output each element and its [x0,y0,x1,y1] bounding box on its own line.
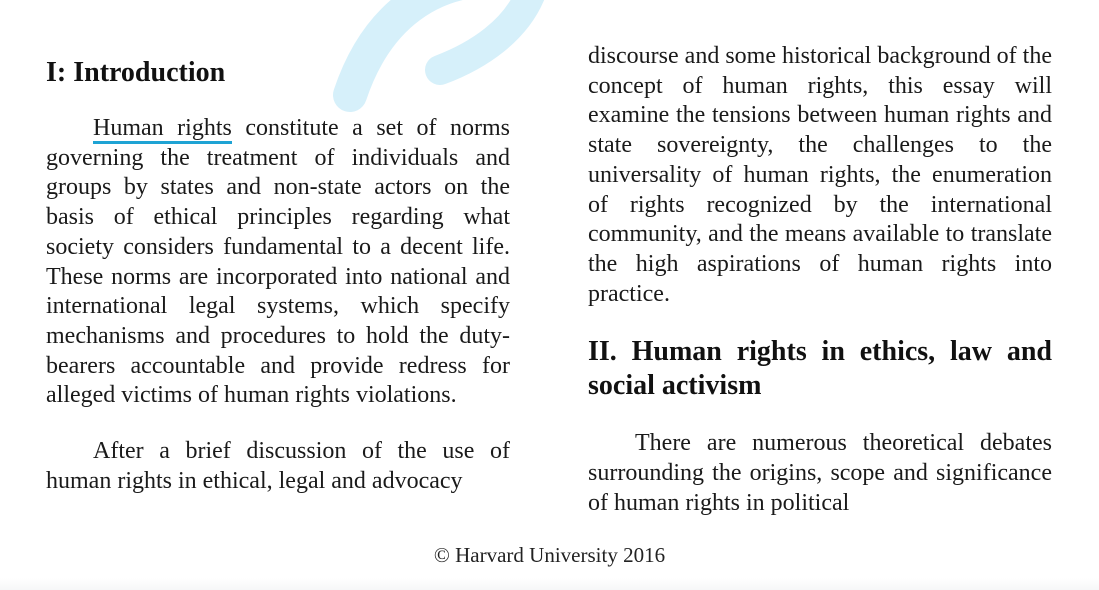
intro-paragraph-2-continued: discourse and some historical background of the concept of human rights, this essay will examine the tensions between human rights and state sovereignty, the challenges to the universality of human rights, the enumeration of rights recognized by the international community, and the means available to translate the high aspirations of human rights into practice. [588,43,1052,307]
human-rights-link[interactable]: Human rights [93,115,232,144]
intro-paragraph-1 [46,114,510,411]
bottom-edge-shade [0,578,1099,590]
left-column [46,56,510,496]
ethics-paragraph-1: There are numerous theoretical debates surrounding the origins, scope and significance of human rights in political [588,430,1052,516]
right-column [588,42,1052,518]
copyright-footer: © Harvard University 2016 [433,543,666,567]
section-heading-ethics-law: II. Human rights in ethics, law and social activism [588,336,1052,402]
section-heading-introduction: I: Introduction [46,57,226,88]
intro-paragraph-1-text: constitute a set of norms governing the treatment of individuals and groups by states and non-state actors on the basis of ethical principles regarding what society considers fundamental to a decent life. These norms are incorporated into national and international legal systems, which specify mechanisms and procedures to hold the duty-bearers accountable and provide redress for alleged victims of human rights violations. [46,115,510,409]
intro-paragraph-2: After a brief discussion of the use of human rights in ethical, legal and advocacy [46,438,510,494]
